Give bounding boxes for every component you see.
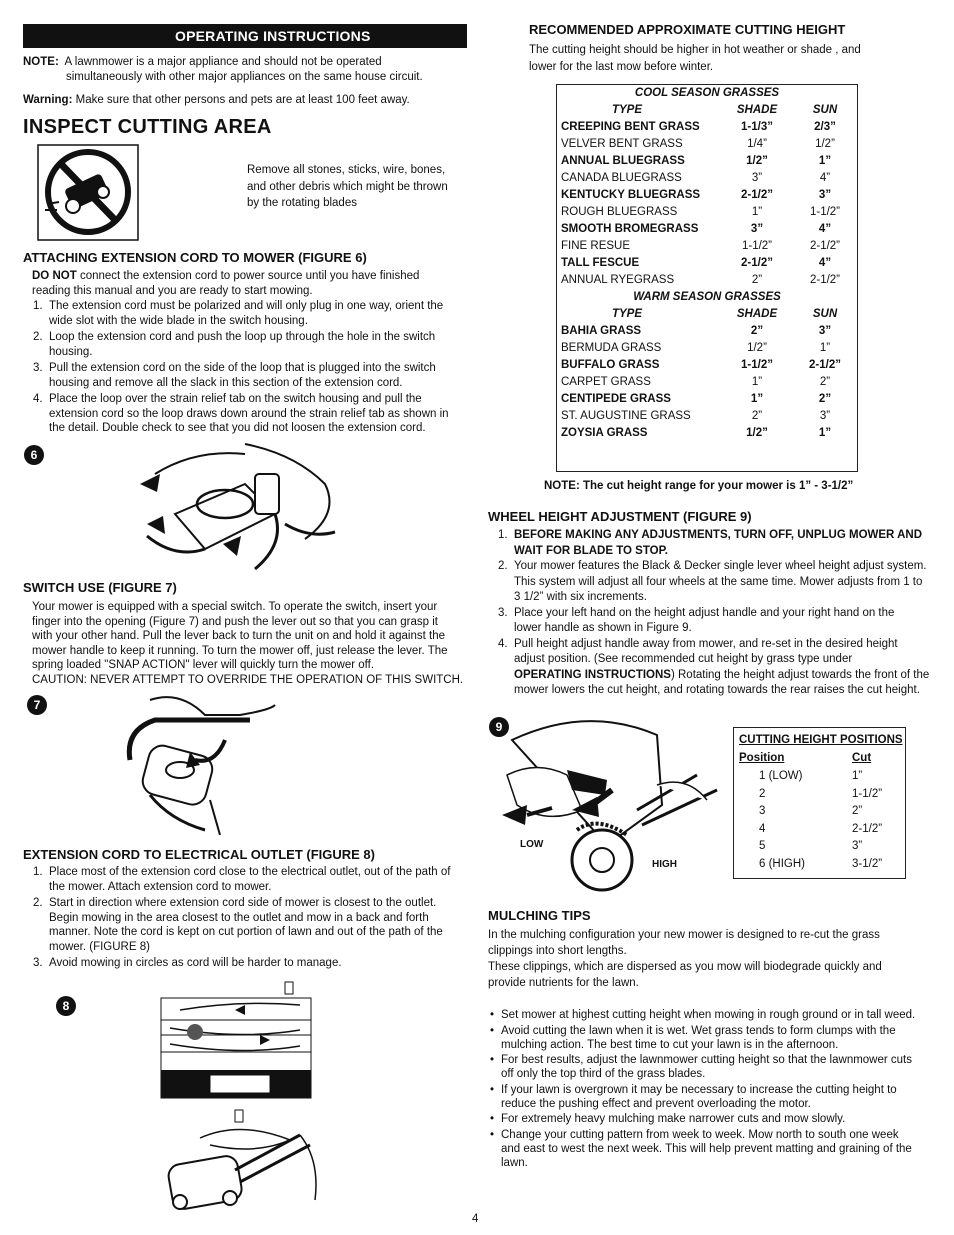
- cutting-height-title: RECOMMENDED APPROXIMATE CUTTING HEIGHT: [529, 22, 846, 37]
- table-cell-sun: 2-1/2”: [809, 240, 841, 252]
- mowing-pattern-illustration: [160, 980, 312, 1100]
- table-cell-shade: 1/2”: [746, 155, 768, 167]
- table-cell-sun: 1-1/2”: [809, 206, 841, 218]
- table-title: CUTTING HEIGHT POSITIONS: [739, 734, 903, 746]
- grass-height-table: [556, 84, 858, 472]
- table-cell-shade: 1/2”: [747, 342, 767, 354]
- list-item: • Avoid cutting the lawn when it is wet. Wet grass tends to form clumps with the mulching action. The best time to cut your lawn is in the afternoon.: [490, 1024, 896, 1051]
- table-cell-name: FINE RESUE: [561, 240, 631, 252]
- table-cell-shade: 3”: [750, 223, 764, 235]
- table-cell-sun: 2-1/2”: [809, 359, 841, 371]
- ext-cord-title: ATTACHING EXTENSION CORD TO MOWER (FIGURE 6): [23, 250, 367, 265]
- list-item: 2. Loop the extension cord and push the loop up through the hole in the switch housing.: [33, 331, 436, 358]
- list-item: 1. BEFORE MAKING ANY ADJUSTMENTS, TURN OFF, UNPLUG MOWER AND WAIT FOR BLADE TO STOP.: [498, 529, 923, 557]
- cut-cell: 3-1/2”: [852, 857, 883, 870]
- note-label: NOTE:: [23, 56, 59, 68]
- table-cell-sun: 1”: [818, 155, 832, 167]
- table-section-header: COOL SEASON GRASSES: [634, 87, 780, 99]
- table-cell-sun: 2”: [818, 393, 832, 405]
- figure-7-badge: 7: [27, 695, 47, 715]
- switch-hand-illustration: [110, 690, 280, 840]
- table-header-row: TYPE SHADE SUN: [611, 308, 838, 320]
- table-cell-name: VELVER BENT GRASS: [561, 138, 683, 150]
- switch-use-text: Your mower is equipped with a special switch. To operate the switch, insert your finger into the opening (Figure 7) and push the lever out so that you can grasp it with your other hand. Pull the lever back to turn the unit on and hold it against the mower handle to keep it running. To turn the mower off, just release the lever. The spring loaded "SNAP ACTION" lever will quickly turn the mower off. CAUTION: NEVER ATTEMPT TO OVERRIDE THE OPERATION OF THIS SWITCH.: [32, 601, 464, 686]
- no-debris-icon: [37, 144, 139, 241]
- outlet-title: EXTENSION CORD TO ELECTRICAL OUTLET (FIGURE 8): [23, 847, 375, 862]
- table-cell-sun: 1/2”: [815, 138, 835, 150]
- table-cell-shade: 1-1/3”: [741, 121, 773, 133]
- table-row: [557, 204, 857, 221]
- table-cell-sun: 1”: [818, 427, 832, 439]
- cutting-positions-table: [733, 727, 906, 879]
- table-row: [734, 856, 905, 873]
- bullet-icon: •: [490, 1024, 495, 1037]
- figure-8-badge: 8: [56, 996, 76, 1016]
- ext-intro-1: connect the extension cord to power source until you have finished: [79, 270, 420, 282]
- table-row: [734, 821, 905, 838]
- table-cell-name: SMOOTH BROMEGRASS: [561, 223, 699, 235]
- list-item: • Change your cutting pattern from week to week. Mow north to south one week and east to west the next week. This will help prevent matting and graining of the lawn.: [490, 1128, 912, 1169]
- table-cell-name: BAHIA GRASS: [561, 325, 642, 337]
- position-cell: 1 (LOW): [759, 770, 803, 782]
- figure-6-badge: 6: [24, 445, 44, 465]
- do-not-label: DO NOT: [32, 270, 77, 282]
- cut-cell: 2-1/2”: [852, 822, 883, 835]
- inspect-line: by the rotating blades: [247, 197, 357, 209]
- table-cell-sun: 4”: [819, 172, 831, 184]
- table-row: [557, 170, 857, 187]
- inspect-line: Remove all stones, sticks, wire, bones,: [247, 164, 446, 176]
- table-row: [557, 391, 857, 408]
- list-item: 3. Place your left hand on the height adjust handle and your right hand on the lower handle as shown in Figure 9.: [498, 606, 895, 634]
- table-row: [734, 768, 905, 785]
- table-cell-name: ANNUAL RYEGRASS: [561, 274, 675, 286]
- table-cell-sun: 3”: [818, 189, 832, 201]
- table-row: [557, 323, 857, 340]
- position-cell: 3: [759, 805, 766, 817]
- warning-text: Make sure that other persons and pets are at least 100 feet away.: [75, 94, 410, 106]
- table-row: [734, 803, 905, 820]
- table-row: [557, 119, 857, 136]
- table-row: [557, 187, 857, 204]
- table-cell-shade: 1/2”: [746, 427, 768, 439]
- outlet-steps: [23, 865, 467, 971]
- table-cell-shade: 3”: [751, 172, 763, 184]
- table-cell-shade: 2-1/2”: [741, 189, 773, 201]
- mower-with-cord-illustration: [160, 1110, 335, 1212]
- bullet-icon: •: [490, 1128, 495, 1141]
- list-item: • Set mower at highest cutting height when mowing in rough ground or in tall weed.: [490, 1009, 916, 1021]
- table-cell-sun: 2-1/2”: [809, 274, 841, 286]
- list-item: 2. Your mower features the Black & Decker single lever wheel height adjust system. This system will adjust all four wheels at the same time. Mower adjusts from 1 to 3 1/2” with six increments.: [498, 560, 927, 603]
- table-header-row: TYPE SHADE SUN: [611, 104, 838, 116]
- table-cell-name: CARPET GRASS: [561, 376, 651, 388]
- table-cell-name: TALL FESCUE: [561, 257, 640, 269]
- list-item: • If your lawn is overgrown it may be necessary to increase the cutting height to reduce the pushing effect and prevent overloading the motor.: [490, 1083, 897, 1110]
- inspect-line: and other debris which might be thrown: [247, 180, 448, 193]
- table-cell-shade: 2”: [751, 410, 763, 422]
- table-cell-name: ANNUAL BLUEGRASS: [561, 155, 685, 167]
- table-cell-shade: 1”: [750, 393, 764, 405]
- bullet-icon: •: [490, 1009, 495, 1021]
- note-block: [23, 55, 467, 84]
- table-cell-name: CENTIPEDE GRASS: [561, 393, 671, 405]
- cut-cell: 1”: [852, 770, 863, 782]
- table-row: [557, 340, 857, 357]
- list-item: 1. The extension cord must be polarized and will only plug in one way, orient the wide slot with the wide blade in the switch housing.: [33, 300, 444, 327]
- table-cell-name: ST. AUGUSTINE GRASS: [561, 410, 691, 422]
- table-cell-sun: 4”: [818, 223, 832, 235]
- bullet-icon: •: [490, 1054, 495, 1066]
- table-row: [557, 374, 857, 391]
- ext-cord-steps: [23, 299, 467, 436]
- page-number: 4: [472, 1213, 479, 1225]
- table-cell-sun: 3”: [818, 325, 832, 337]
- table-section-header: WARM SEASON GRASSES: [633, 291, 781, 303]
- cutting-height-intro: The cutting height should be higher in hot weather or shade , and lower for the last mow before winter.: [529, 44, 861, 73]
- wheel-height-title: WHEEL HEIGHT ADJUSTMENT (FIGURE 9): [488, 509, 752, 524]
- table-cell-name: ROUGH BLUEGRASS: [561, 206, 678, 218]
- table-cell-sun: 4”: [818, 257, 832, 269]
- table-cell-shade: 1”: [751, 206, 763, 218]
- note-text: A lawnmower is a major appliance and should not be operated: [64, 56, 382, 68]
- cut-range-note: NOTE: The cut height range for your mower is 1” - 3-1/2”: [544, 480, 854, 492]
- high-label: HIGH: [652, 859, 677, 870]
- position-cell: 5: [759, 840, 766, 852]
- table-cell-shade: 1”: [751, 376, 763, 388]
- position-cell: 4: [759, 822, 766, 835]
- table-cell-sun: 1”: [819, 342, 831, 354]
- table-row: [734, 838, 905, 855]
- table-cell-name: ZOYSIA GRASS: [561, 427, 648, 439]
- table-cell-sun: 2”: [819, 376, 831, 388]
- bullet-icon: •: [490, 1083, 495, 1096]
- table-header-row: Position Cut: [739, 752, 872, 764]
- list-item: 4. Pull height adjust handle away from mower, and re-set in the desired height adjust position. (See recommended cut height by grass type under OPERATING INSTRUCTIONS) Rotating the height adjust towards the front of the mower lowers the cut height, and rotating towards the rear raises the cut height.: [498, 637, 930, 696]
- list-item: 4. Place the loop over the strain relief tab on the switch housing and pull the extension cord so the loop draws down around the strain relief tab as shown in the detail. Double check to see that you did not loosen the extension cord.: [33, 393, 449, 434]
- bullet-icon: •: [490, 1113, 495, 1125]
- table-cell-name: CREEPING BENT GRASS: [561, 121, 700, 133]
- low-label: LOW: [520, 839, 544, 850]
- table-row: [557, 255, 857, 272]
- list-item: 1. Place most of the extension cord close to the electrical outlet, out of the path of the mower. Attach extension cord to mower.: [33, 866, 451, 893]
- table-row: [557, 221, 857, 238]
- table-row: [557, 272, 857, 289]
- mulching-title: MULCHING TIPS: [488, 908, 591, 923]
- table-row: [557, 238, 857, 255]
- warning-block: [23, 93, 467, 108]
- position-cell: 2: [759, 787, 766, 800]
- table-cell-name: BERMUDA GRASS: [561, 342, 662, 354]
- cut-cell: 3”: [852, 840, 863, 852]
- table-cell-name: KENTUCKY BLUEGRASS: [561, 189, 701, 201]
- table-row: [557, 136, 857, 153]
- figure-9-badge: 9: [489, 717, 509, 737]
- list-item: 3. Pull the extension cord on the side of the loop that is plugged into the switch housing and remove all the slack in this section of the extension cord.: [33, 362, 436, 389]
- position-cell: 6 (HIGH): [759, 857, 805, 870]
- ext-intro-2: reading this manual and you are ready to start mowing.: [32, 284, 313, 297]
- cut-cell: 2”: [852, 805, 863, 817]
- table-cell-name: CANADA BLUEGRASS: [561, 172, 682, 184]
- section-banner: OPERATING INSTRUCTIONS: [23, 24, 467, 48]
- table-cell-name: BUFFALO GRASS: [561, 359, 660, 371]
- cut-cell: 1-1/2”: [852, 787, 883, 800]
- list-item: • For best results, adjust the lawnmower cutting height so that the lawnmower cuts off only the top third of the grass blades.: [490, 1054, 913, 1080]
- table-row: [557, 357, 857, 374]
- table-cell-shade: 2”: [750, 325, 764, 337]
- table-cell-shade: 2”: [751, 274, 763, 286]
- table-row: [557, 408, 857, 425]
- note-text-2: simultaneously with other major appliances on the same house circuit.: [66, 70, 423, 83]
- table-row: [557, 425, 857, 442]
- table-cell-shade: 1-1/2”: [741, 359, 773, 371]
- table-row: [734, 786, 905, 803]
- inspect-text: [247, 162, 472, 212]
- ext-cord-intro: [32, 269, 472, 298]
- warning-label: Warning:: [23, 94, 73, 106]
- extension-cord-loop-illustration: [135, 444, 345, 576]
- table-cell-shade: 1/4”: [747, 138, 767, 150]
- wheel-height-steps: [488, 528, 934, 699]
- table-cell-sun: 2/3”: [814, 121, 836, 133]
- list-item: 3. Avoid mowing in circles as cord will be harder to manage.: [33, 957, 342, 969]
- table-cell-shade: 2-1/2”: [741, 257, 773, 269]
- inspect-title: INSPECT CUTTING AREA: [23, 116, 272, 138]
- mulching-intro: In the mulching configuration your new mower is designed to re-cut the grass clippings into short lengths. These clippings, which are dispersed as you mow will biodegrade quickly and provide nutrients for the lawn.: [488, 929, 882, 989]
- list-item: 2. Start in direction where extension cord side of mower is closest to the outlet. Begin mowing in the area closest to the outlet and mow in a back and forth manner. Note the cord is kept on cut portion of lawn and out of the path of the mower. (FIGURE 8): [33, 897, 443, 953]
- list-item: • For extremely heavy mulching make narrower cuts and mow slowly.: [490, 1113, 846, 1125]
- wheel-height-adjust-illustration: [487, 715, 719, 892]
- switch-use-title: SWITCH USE (FIGURE 7): [23, 580, 177, 595]
- table-cell-shade: 1-1/2”: [741, 240, 773, 252]
- table-cell-sun: 3”: [819, 410, 831, 422]
- table-row: [557, 153, 857, 170]
- mulching-tips: [488, 1008, 934, 1171]
